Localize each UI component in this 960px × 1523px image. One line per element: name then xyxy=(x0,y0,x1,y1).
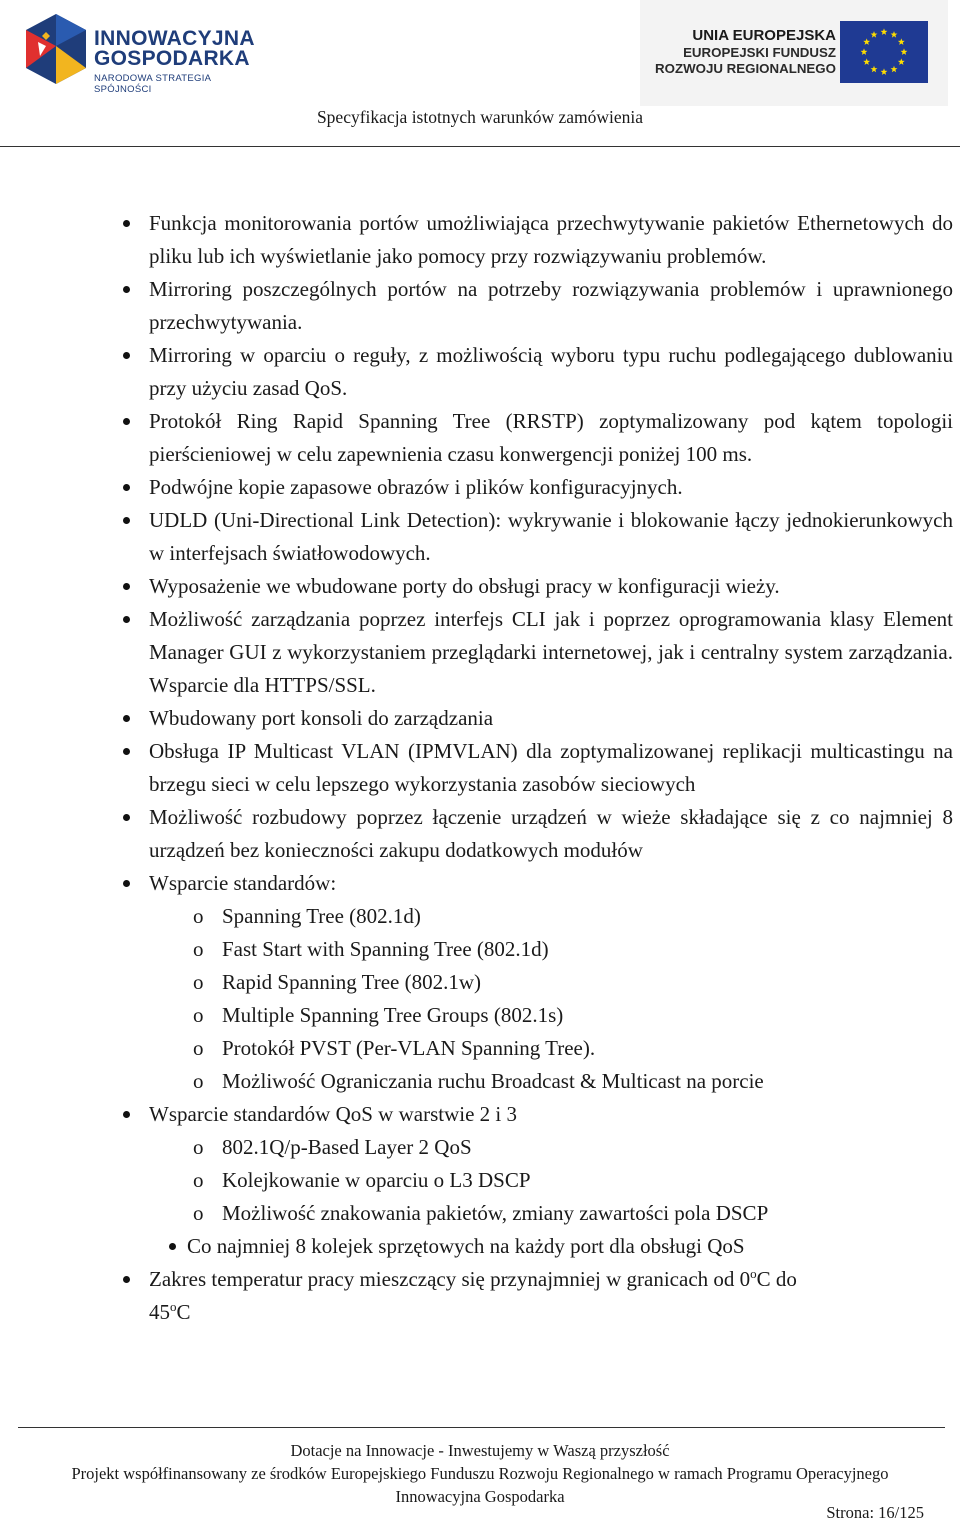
list-item: Protokół Ring Rapid Spanning Tree (RRSTP) zoptymalizowany pod kątem topologii pierścieniowej w celu zapewnienia czasu konwergencji poniżej 100 ms. xyxy=(0,405,960,471)
list-item: Obsługa IP Multicast VLAN (IPMVLAN) dla zoptymalizowanej replikacji multicastingu na brzegu sieci w celu lepszego wykorzystania zasobów sieciowych xyxy=(0,735,960,801)
list-item: UDLD (Uni-Directional Link Detection): wykrywanie i blokowanie łączy jednokierunkowych w interfejsach światłowodowych. xyxy=(0,504,960,570)
list-item: Wbudowany port konsoli do zarządzania xyxy=(0,702,960,735)
footer-line1: Dotacje na Innowacje - Inwestujemy w Waszą przyszłość xyxy=(290,1441,670,1460)
list-item: Możliwość rozbudowy poprzez łączenie urządzeń w wieże składające się z co najmniej 8 urządzeń bez konieczności zakupu dodatkowych modułów xyxy=(0,801,960,867)
page-footer xyxy=(0,1439,960,1508)
list-item: Funkcja monitorowania portów umożliwiająca przechwytywanie pakietów Ethernetowych do pliku lub ich wyświetlanie jako pomocy przy rozwiązywaniu problemów. xyxy=(0,207,960,273)
list-item: Możliwość zarządzania poprzez interfejs CLI jak i poprzez oprogramowania klasy Element Manager GUI z wykorzystaniem przeglądarki internetowej, jak i centralny system zarządzania. Wsparcie dla HTTPS/SSL. xyxy=(0,603,960,702)
ig-logo-line3: NARODOWA STRATEGIA SPÓJNOŚCI xyxy=(94,73,211,95)
list-item: Mirroring poszczególnych portów na potrzeby rozwiązywania problemów i uprawnionego przechwytywania. xyxy=(0,273,960,339)
sub-list-item: o Fast Start with Spanning Tree (802.1d) xyxy=(0,933,960,966)
sub-list-item: o Możliwość znakowania pakietów, zmiany zawartości pola DSCP xyxy=(0,1197,960,1230)
temp-range-text: C xyxy=(176,1300,191,1324)
list-item: Wsparcie standardów QoS w warstwie 2 i 3 xyxy=(0,1098,960,1131)
ig-logo-mark-icon xyxy=(24,12,88,86)
eu-logo-line1: UNIA EUROPEJSKA xyxy=(692,27,836,44)
list-item: Wyposażenie we wbudowane porty do obsługi pracy w konfiguracji wieży. xyxy=(0,570,960,603)
innowacyjna-gospodarka-logo xyxy=(24,12,255,95)
header-divider xyxy=(0,146,960,147)
list-item xyxy=(0,1263,960,1329)
footer-divider xyxy=(18,1427,945,1428)
sub-list-item: o Możliwość Ograniczania ruchu Broadcast & Multicast na porcie xyxy=(0,1065,960,1098)
sub-list-item: o Protokół PVST (Per-VLAN Spanning Tree). xyxy=(0,1032,960,1065)
eu-logo-line3: ROZWOJU REGIONALNEGO xyxy=(655,61,836,76)
page-number: Strona: 16/125 xyxy=(826,1503,924,1522)
sub-list-item: o Rapid Spanning Tree (802.1w) xyxy=(0,966,960,999)
ig-logo-line2: GOSPODARKA xyxy=(94,47,250,70)
spec-list xyxy=(0,207,960,1329)
list-item: Mirroring w oparciu o reguły, z możliwością wyboru typu ruchu podlegającego dublowaniu przy użyciu zasad QoS. xyxy=(0,339,960,405)
degree-sup: o xyxy=(170,1299,177,1314)
ig-logo-line1: INNOWACYJNA xyxy=(94,27,255,50)
list-item: Co najmniej 8 kolejek sprzętowych na każdy port dla obsługi QoS xyxy=(0,1230,960,1263)
temp-range-text: Zakres temperatur pracy mieszczący się przynajmniej w granicach od 0 xyxy=(149,1267,751,1291)
sub-list-item: o Kolejkowanie w oparciu o L3 DSCP xyxy=(0,1164,960,1197)
footer-line2: Projekt współfinansowany ze środków Europejskiego Funduszu Rozwoju Regionalnego w ramach Programu Operacyjnego xyxy=(71,1464,889,1483)
sub-list-item: o Spanning Tree (802.1d) xyxy=(0,900,960,933)
list-item: Podwójne kopie zapasowe obrazów i plików konfiguracyjnych. xyxy=(0,471,960,504)
temp-range-text: C do xyxy=(756,1267,797,1291)
eu-logo-line2: EUROPEJSKI FUNDUSZ xyxy=(683,45,836,60)
eu-logo xyxy=(640,0,948,106)
document-title: Specyfikacja istotnych warunków zamówienia xyxy=(316,107,644,127)
sub-list-item: o Multiple Spanning Tree Groups (802.1s) xyxy=(0,999,960,1032)
sub-list-item: o 802.1Q/p-Based Layer 2 QoS xyxy=(0,1131,960,1164)
page-header xyxy=(0,0,960,150)
degree-sup: o xyxy=(750,1266,757,1281)
list-item: Wsparcie standardów: xyxy=(0,867,960,900)
eu-flag-icon xyxy=(840,21,928,83)
footer-line3: Innowacyjna Gospodarka xyxy=(395,1487,565,1506)
temp-range-text: 45 xyxy=(149,1300,170,1324)
